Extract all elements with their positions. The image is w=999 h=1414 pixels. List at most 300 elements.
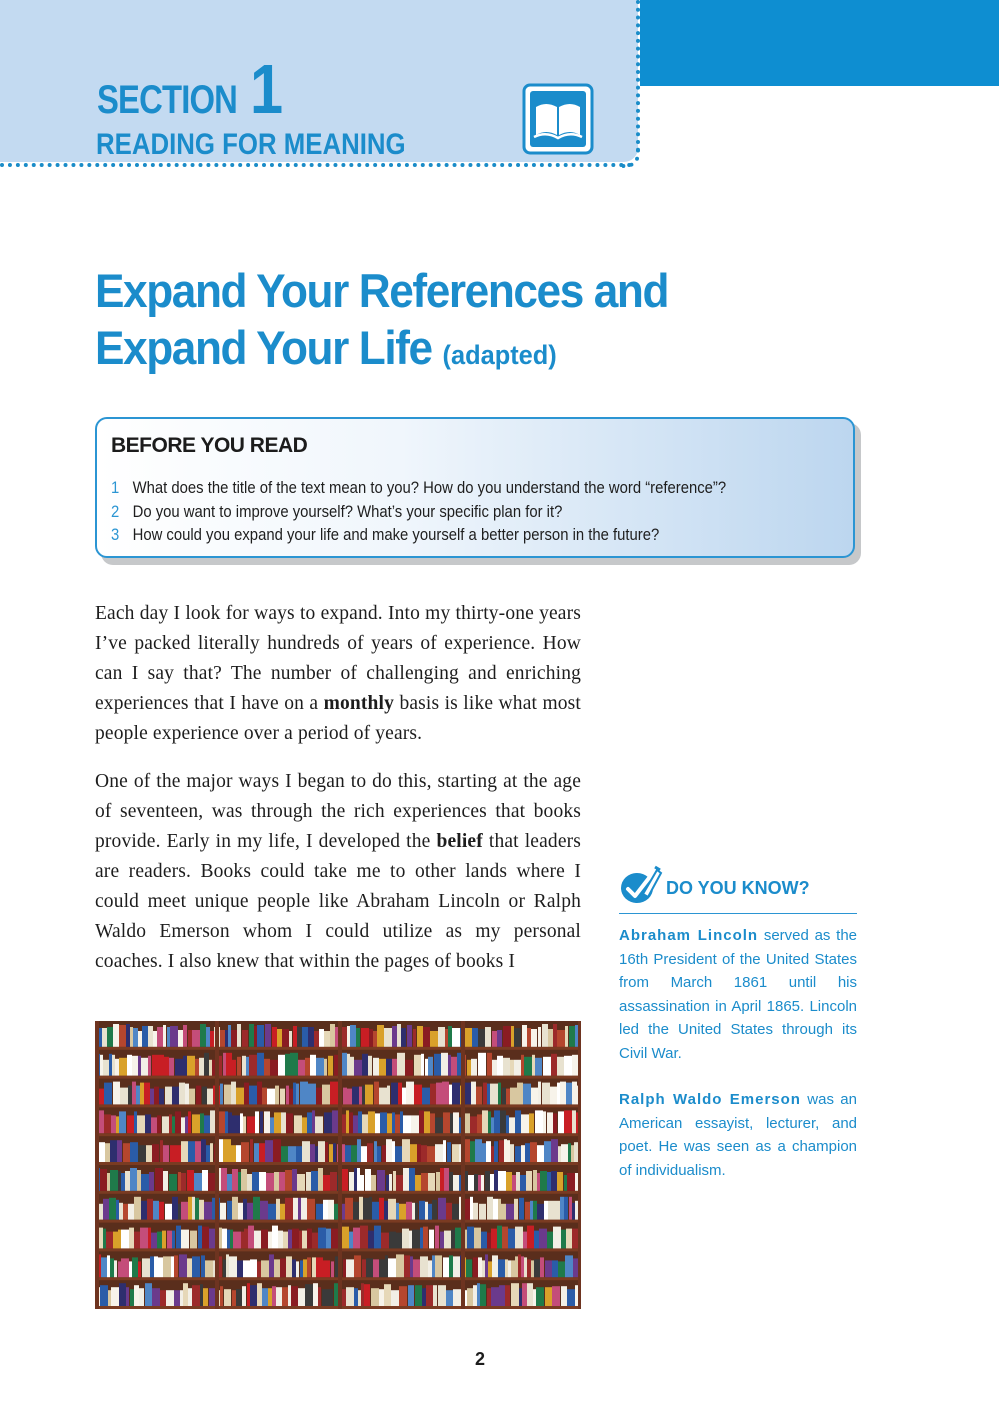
book-spine: [354, 1168, 357, 1191]
book-spine: [388, 1199, 396, 1220]
book-spine: [349, 1112, 353, 1133]
book-spine: [289, 1089, 293, 1105]
book-spine: [208, 1173, 215, 1191]
book-spine: [551, 1054, 557, 1076]
book-spine: [571, 1145, 574, 1162]
book-spine: [491, 1117, 494, 1133]
book-spine: [247, 1174, 252, 1191]
book-spine: [300, 1082, 308, 1105]
book-spine: [181, 1117, 185, 1133]
book-spine: [453, 1289, 461, 1306]
book-spine: [362, 1054, 368, 1076]
book-spine: [362, 1086, 365, 1105]
book-spine: [109, 1054, 112, 1076]
book-spine: [509, 1117, 515, 1133]
body-paragraph-2: [95, 767, 581, 977]
book-spine: [572, 1055, 578, 1076]
book-spine: [521, 1055, 524, 1076]
book-spine: [105, 1143, 110, 1162]
book-spine: [119, 1111, 126, 1133]
book-spine: [557, 1030, 565, 1047]
book-spine: [330, 1172, 337, 1191]
book-spine: [453, 1256, 460, 1277]
book-spine: [491, 1146, 494, 1162]
book-spine: [530, 1142, 537, 1162]
book-spine: [519, 1288, 522, 1306]
book-spine: [367, 1143, 373, 1162]
book-spine: [268, 1232, 272, 1249]
book-spine: [371, 1175, 376, 1191]
book-spine: [535, 1058, 542, 1076]
book-spine: [100, 1055, 103, 1076]
book-spine: [323, 1260, 330, 1277]
book-spine: [233, 1232, 241, 1249]
book-spine: [500, 1110, 506, 1133]
book-spine: [533, 1201, 537, 1220]
book-spine: [210, 1031, 214, 1047]
book-spine: [392, 1112, 395, 1133]
paragraph-text: Each day I look for ways to expand. Into my thirty-one years I’ve packed literally hundreds of years of experience. How can I say that? The number of challenging and enriching experiences that I have on a: [95, 603, 581, 714]
book-spine: [179, 1254, 187, 1277]
book-spine: [572, 1203, 575, 1220]
book-spine: [296, 1261, 299, 1277]
book-spine: [113, 1024, 119, 1047]
book-spine: [297, 1174, 305, 1191]
book-spine: [544, 1141, 551, 1162]
book-spine: [152, 1055, 157, 1076]
book-spine: [448, 1055, 451, 1076]
book-spine: [413, 1029, 416, 1047]
book-spine: [163, 1256, 171, 1277]
book-spine: [286, 1086, 289, 1105]
book-spine: [307, 1257, 311, 1277]
book-spine: [148, 1056, 151, 1076]
book-spine: [419, 1201, 425, 1220]
book-spine: [198, 1226, 202, 1249]
book-spine: [531, 1029, 537, 1047]
book-spine: [346, 1110, 349, 1133]
book-spine: [567, 1289, 575, 1306]
book-spine: [359, 1087, 362, 1105]
book-spine: [449, 1085, 452, 1105]
book-spine: [396, 1254, 404, 1277]
book-spine: [200, 1024, 206, 1047]
book-spine: [146, 1145, 152, 1162]
book-spine: [481, 1232, 487, 1249]
book-spine: [293, 1198, 298, 1220]
book-spine: [569, 1197, 572, 1220]
book-spine: [342, 1053, 347, 1076]
paragraph-text: basis is like what most people experience over a period of years.: [95, 693, 581, 744]
book-spine: [188, 1111, 191, 1133]
book-spine: [487, 1288, 491, 1306]
book-spine: [498, 1083, 501, 1105]
book-spine: [428, 1260, 432, 1277]
book-spine: [553, 1113, 557, 1133]
book-spine: [447, 1142, 451, 1162]
book-spine: [189, 1089, 195, 1105]
book-spine: [404, 1255, 410, 1277]
book-spine: [359, 1197, 363, 1220]
book-spine: [487, 1053, 492, 1076]
book-spine: [282, 1029, 289, 1047]
book-spine: [266, 1173, 274, 1191]
book-spine: [510, 1060, 514, 1076]
book-spine: [277, 1029, 282, 1047]
book-spine: [407, 1025, 412, 1047]
book-spine: [257, 1025, 264, 1047]
book-spine: [138, 1056, 141, 1076]
book-spine: [285, 1198, 293, 1220]
book-spine: [107, 1027, 113, 1047]
book-spine: [248, 1226, 254, 1249]
shelf-upright: [578, 1021, 581, 1309]
book-spine: [120, 1088, 128, 1105]
book-spine: [543, 1057, 551, 1076]
do-you-know-heading: DO YOU KNOW?: [666, 878, 810, 898]
book-spine: [519, 1198, 524, 1220]
question-item: [111, 524, 726, 548]
book-spine: [286, 1113, 293, 1133]
book-spine: [391, 1290, 399, 1306]
book-spine: [522, 1025, 527, 1047]
book-spine: [118, 1261, 121, 1277]
book-spine: [345, 1198, 353, 1220]
book-spine: [451, 1230, 455, 1249]
book-spine: [172, 1116, 175, 1133]
book-spine: [262, 1088, 267, 1105]
book-spine: [231, 1030, 237, 1047]
book-spine: [281, 1146, 288, 1162]
book-spine: [399, 1286, 407, 1306]
book-spine: [282, 1287, 288, 1306]
book-spine: [379, 1088, 387, 1105]
book-spine: [113, 1082, 120, 1105]
book-spine: [443, 1140, 446, 1162]
book-spine: [204, 1115, 210, 1133]
book-spine: [141, 1201, 147, 1220]
book-spine: [544, 1201, 548, 1220]
book-spine: [297, 1027, 302, 1047]
book-spine: [160, 1290, 166, 1306]
book-spine: [450, 1113, 453, 1133]
open-book-icon: [522, 83, 594, 155]
book-spine: [360, 1226, 368, 1249]
book-spine: [200, 1284, 203, 1306]
emerson-name: Ralph Waldo Emerson: [619, 1091, 801, 1108]
book-spine: [160, 1140, 163, 1162]
book-spine: [157, 1115, 161, 1133]
book-spine: [436, 1083, 442, 1105]
book-spine: [374, 1226, 381, 1249]
lincoln-text: served as the 16th President of the United States from March 1861 until his assassination in April 1865. Lincoln led the United States through its Civil War.: [619, 927, 858, 1062]
book-spine: [324, 1059, 327, 1076]
book-spine: [536, 1287, 544, 1306]
book-spine: [280, 1204, 285, 1220]
book-spine: [151, 1117, 157, 1133]
book-spine: [159, 1202, 164, 1220]
book-spine: [310, 1144, 315, 1162]
book-spine: [223, 1053, 226, 1076]
do-you-know-lincoln: [619, 924, 857, 1065]
book-spine: [138, 1261, 141, 1277]
book-spine: [185, 1116, 188, 1133]
book-spine: [573, 1258, 578, 1277]
book-spine: [482, 1110, 488, 1133]
book-spine: [389, 1174, 392, 1191]
book-spine: [236, 1289, 242, 1306]
book-spine: [494, 1110, 500, 1133]
book-spine: [475, 1139, 482, 1162]
book-spine: [494, 1170, 498, 1191]
book-spine: [170, 1145, 174, 1162]
book-spine: [373, 1031, 377, 1047]
book-spine: [232, 1169, 238, 1191]
book-spine: [181, 1202, 188, 1220]
before-you-read-heading: BEFORE YOU READ: [111, 434, 308, 457]
book-spine: [279, 1172, 285, 1191]
book-spine: [400, 1111, 403, 1133]
book-spine: [260, 1201, 268, 1220]
book-spine: [250, 1139, 253, 1162]
book-spine: [117, 1140, 122, 1162]
book-spine: [492, 1031, 497, 1047]
book-spine: [379, 1289, 384, 1306]
book-spine: [564, 1197, 568, 1220]
book-spine: [232, 1115, 240, 1133]
book-spine: [221, 1168, 227, 1191]
book-spine: [222, 1229, 227, 1249]
book-spine: [240, 1113, 243, 1133]
book-spine: [425, 1202, 428, 1220]
emerson-text: was an American essayist, lecturer, and poet. He was seen as a champion of individualism.: [619, 1091, 857, 1179]
book-spine: [531, 1260, 534, 1277]
book-spine: [128, 1204, 134, 1220]
book-spine: [533, 1289, 536, 1306]
book-spine: [289, 1031, 292, 1047]
book-spine: [169, 1058, 174, 1076]
book-spine: [294, 1115, 302, 1133]
book-spine: [497, 1056, 503, 1076]
lincoln-name: Abraham Lincoln: [619, 927, 759, 944]
book-spine: [552, 1260, 558, 1277]
book-spine: [397, 1024, 401, 1047]
book-spine: [121, 1173, 125, 1191]
book-spine: [493, 1199, 498, 1220]
book-spine: [494, 1141, 498, 1162]
book-spine: [118, 1230, 121, 1249]
book-spine: [280, 1258, 286, 1277]
book-spine: [426, 1285, 433, 1306]
book-spine: [163, 1171, 168, 1191]
book-spine: [302, 1117, 307, 1133]
book-spine: [525, 1143, 530, 1162]
book-spine: [470, 1116, 477, 1133]
book-spine: [350, 1025, 356, 1047]
book-spine: [399, 1204, 406, 1220]
book-spine: [152, 1288, 160, 1306]
book-spine: [452, 1083, 460, 1105]
book-spine: [446, 1290, 453, 1306]
book-spine: [557, 1172, 563, 1191]
book-spine: [521, 1145, 525, 1162]
book-spine: [558, 1111, 564, 1133]
book-spine: [538, 1027, 541, 1047]
book-spine: [526, 1171, 532, 1191]
book-spine: [207, 1089, 213, 1105]
book-spine: [392, 1059, 397, 1076]
book-spine: [515, 1146, 521, 1162]
book-spine: [527, 1226, 534, 1249]
book-spine: [506, 1115, 509, 1133]
book-spine: [467, 1227, 474, 1249]
book-spine: [492, 1060, 497, 1076]
book-spine: [246, 1057, 249, 1076]
book-spine: [242, 1030, 248, 1047]
book-spine: [311, 1171, 318, 1191]
book-spine: [104, 1114, 111, 1133]
question-number: 3: [111, 526, 120, 544]
book-spine: [259, 1143, 265, 1162]
book-spine: [204, 1202, 212, 1220]
book-spine: [497, 1226, 502, 1249]
book-spine: [188, 1030, 192, 1047]
book-spine: [194, 1173, 202, 1191]
book-spine: [273, 1139, 281, 1162]
book-spine: [434, 1054, 441, 1076]
book-spine: [473, 1285, 477, 1306]
book-spine: [457, 1053, 461, 1076]
book-spine: [107, 1173, 110, 1191]
book-spine: [520, 1175, 526, 1191]
book-spine: [354, 1060, 362, 1076]
book-spine: [178, 1172, 181, 1191]
book-spine: [392, 1026, 397, 1047]
book-spine: [510, 1088, 517, 1105]
book-spine: [232, 1290, 236, 1306]
book-spine: [322, 1289, 326, 1306]
book-spine: [183, 1283, 188, 1306]
book-spine: [347, 1026, 350, 1047]
book-spine: [373, 1058, 379, 1076]
book-spine: [547, 1232, 553, 1249]
book-spine: [540, 1171, 547, 1191]
book-spine: [540, 1257, 544, 1277]
book-spine: [499, 1285, 505, 1306]
book-spine: [172, 1087, 179, 1105]
book-spine: [119, 1283, 126, 1306]
book-spine: [118, 1171, 121, 1191]
book-spine: [532, 1055, 535, 1076]
book-spine: [178, 1204, 181, 1220]
book-spine: [303, 1259, 307, 1277]
book-spine: [534, 1259, 540, 1277]
book-spine: [288, 1285, 291, 1306]
book-spine: [440, 1232, 444, 1249]
book-spine: [162, 1116, 169, 1133]
book-spine: [361, 1283, 364, 1306]
book-spine: [523, 1232, 527, 1249]
book-spine: [158, 1257, 163, 1277]
book-spine: [377, 1146, 381, 1162]
book-spine: [492, 1255, 498, 1277]
book-spine: [328, 1056, 333, 1076]
book-spine: [229, 1256, 237, 1277]
book-spine: [257, 1053, 264, 1076]
book-spine: [342, 1169, 348, 1191]
book-spine: [514, 1028, 521, 1047]
book-spine: [307, 1199, 315, 1220]
book-spine: [535, 1110, 543, 1133]
book-spine: [341, 1227, 349, 1249]
book-spine: [401, 1028, 406, 1047]
question-text: What does the title of the text mean to you? How do you understand the word “reference”?: [132, 479, 727, 497]
book-spine: [403, 1115, 411, 1133]
book-spine: [499, 1140, 504, 1162]
book-spine: [188, 1197, 192, 1220]
book-spine: [347, 1054, 350, 1076]
book-spine: [264, 1059, 270, 1076]
book-spine: [380, 1112, 387, 1133]
book-spine: [119, 1025, 126, 1047]
book-spine: [134, 1197, 141, 1220]
book-spine: [324, 1031, 330, 1047]
book-spine: [324, 1112, 332, 1133]
page-number: 2: [474, 1349, 485, 1369]
book-spine: [187, 1170, 194, 1191]
book-spine: [126, 1287, 129, 1306]
book-spine: [343, 1088, 347, 1105]
book-spine: [487, 1084, 490, 1105]
book-spine: [521, 1114, 529, 1133]
book-spine: [134, 1285, 139, 1306]
book-spine: [133, 1028, 138, 1047]
book-spine: [148, 1228, 151, 1249]
book-spine: [319, 1029, 324, 1047]
book-spine: [291, 1286, 298, 1306]
book-spine: [111, 1287, 119, 1306]
book-spine: [354, 1255, 361, 1277]
book-spine: [264, 1111, 270, 1133]
book-spine: [137, 1170, 141, 1191]
book-spine: [261, 1230, 268, 1249]
book-spine: [564, 1056, 572, 1076]
book-spine: [223, 1259, 226, 1277]
book-spine: [485, 1254, 488, 1277]
book-spine: [482, 1143, 486, 1162]
book-spine: [306, 1172, 311, 1191]
book-spine: [175, 1111, 181, 1133]
book-spine: [278, 1231, 283, 1249]
book-spine: [451, 1057, 457, 1076]
book-spine: [100, 1169, 107, 1191]
book-spine: [358, 1290, 361, 1306]
book-spine: [435, 1117, 443, 1133]
book-spine: [358, 1111, 362, 1133]
book-spine: [417, 1026, 423, 1047]
book-spine: [564, 1175, 567, 1191]
book-spine: [346, 1287, 354, 1306]
book-spine: [148, 1026, 153, 1047]
question-text: How could you expand your life and make yourself a better person in the future?: [132, 526, 660, 544]
book-spine: [267, 1089, 275, 1105]
book-spine: [486, 1141, 491, 1162]
question-item: [111, 501, 726, 525]
book-spine: [510, 1144, 514, 1162]
book-spine: [425, 1059, 428, 1076]
book-spine: [241, 1142, 249, 1162]
book-spine: [511, 1260, 515, 1277]
